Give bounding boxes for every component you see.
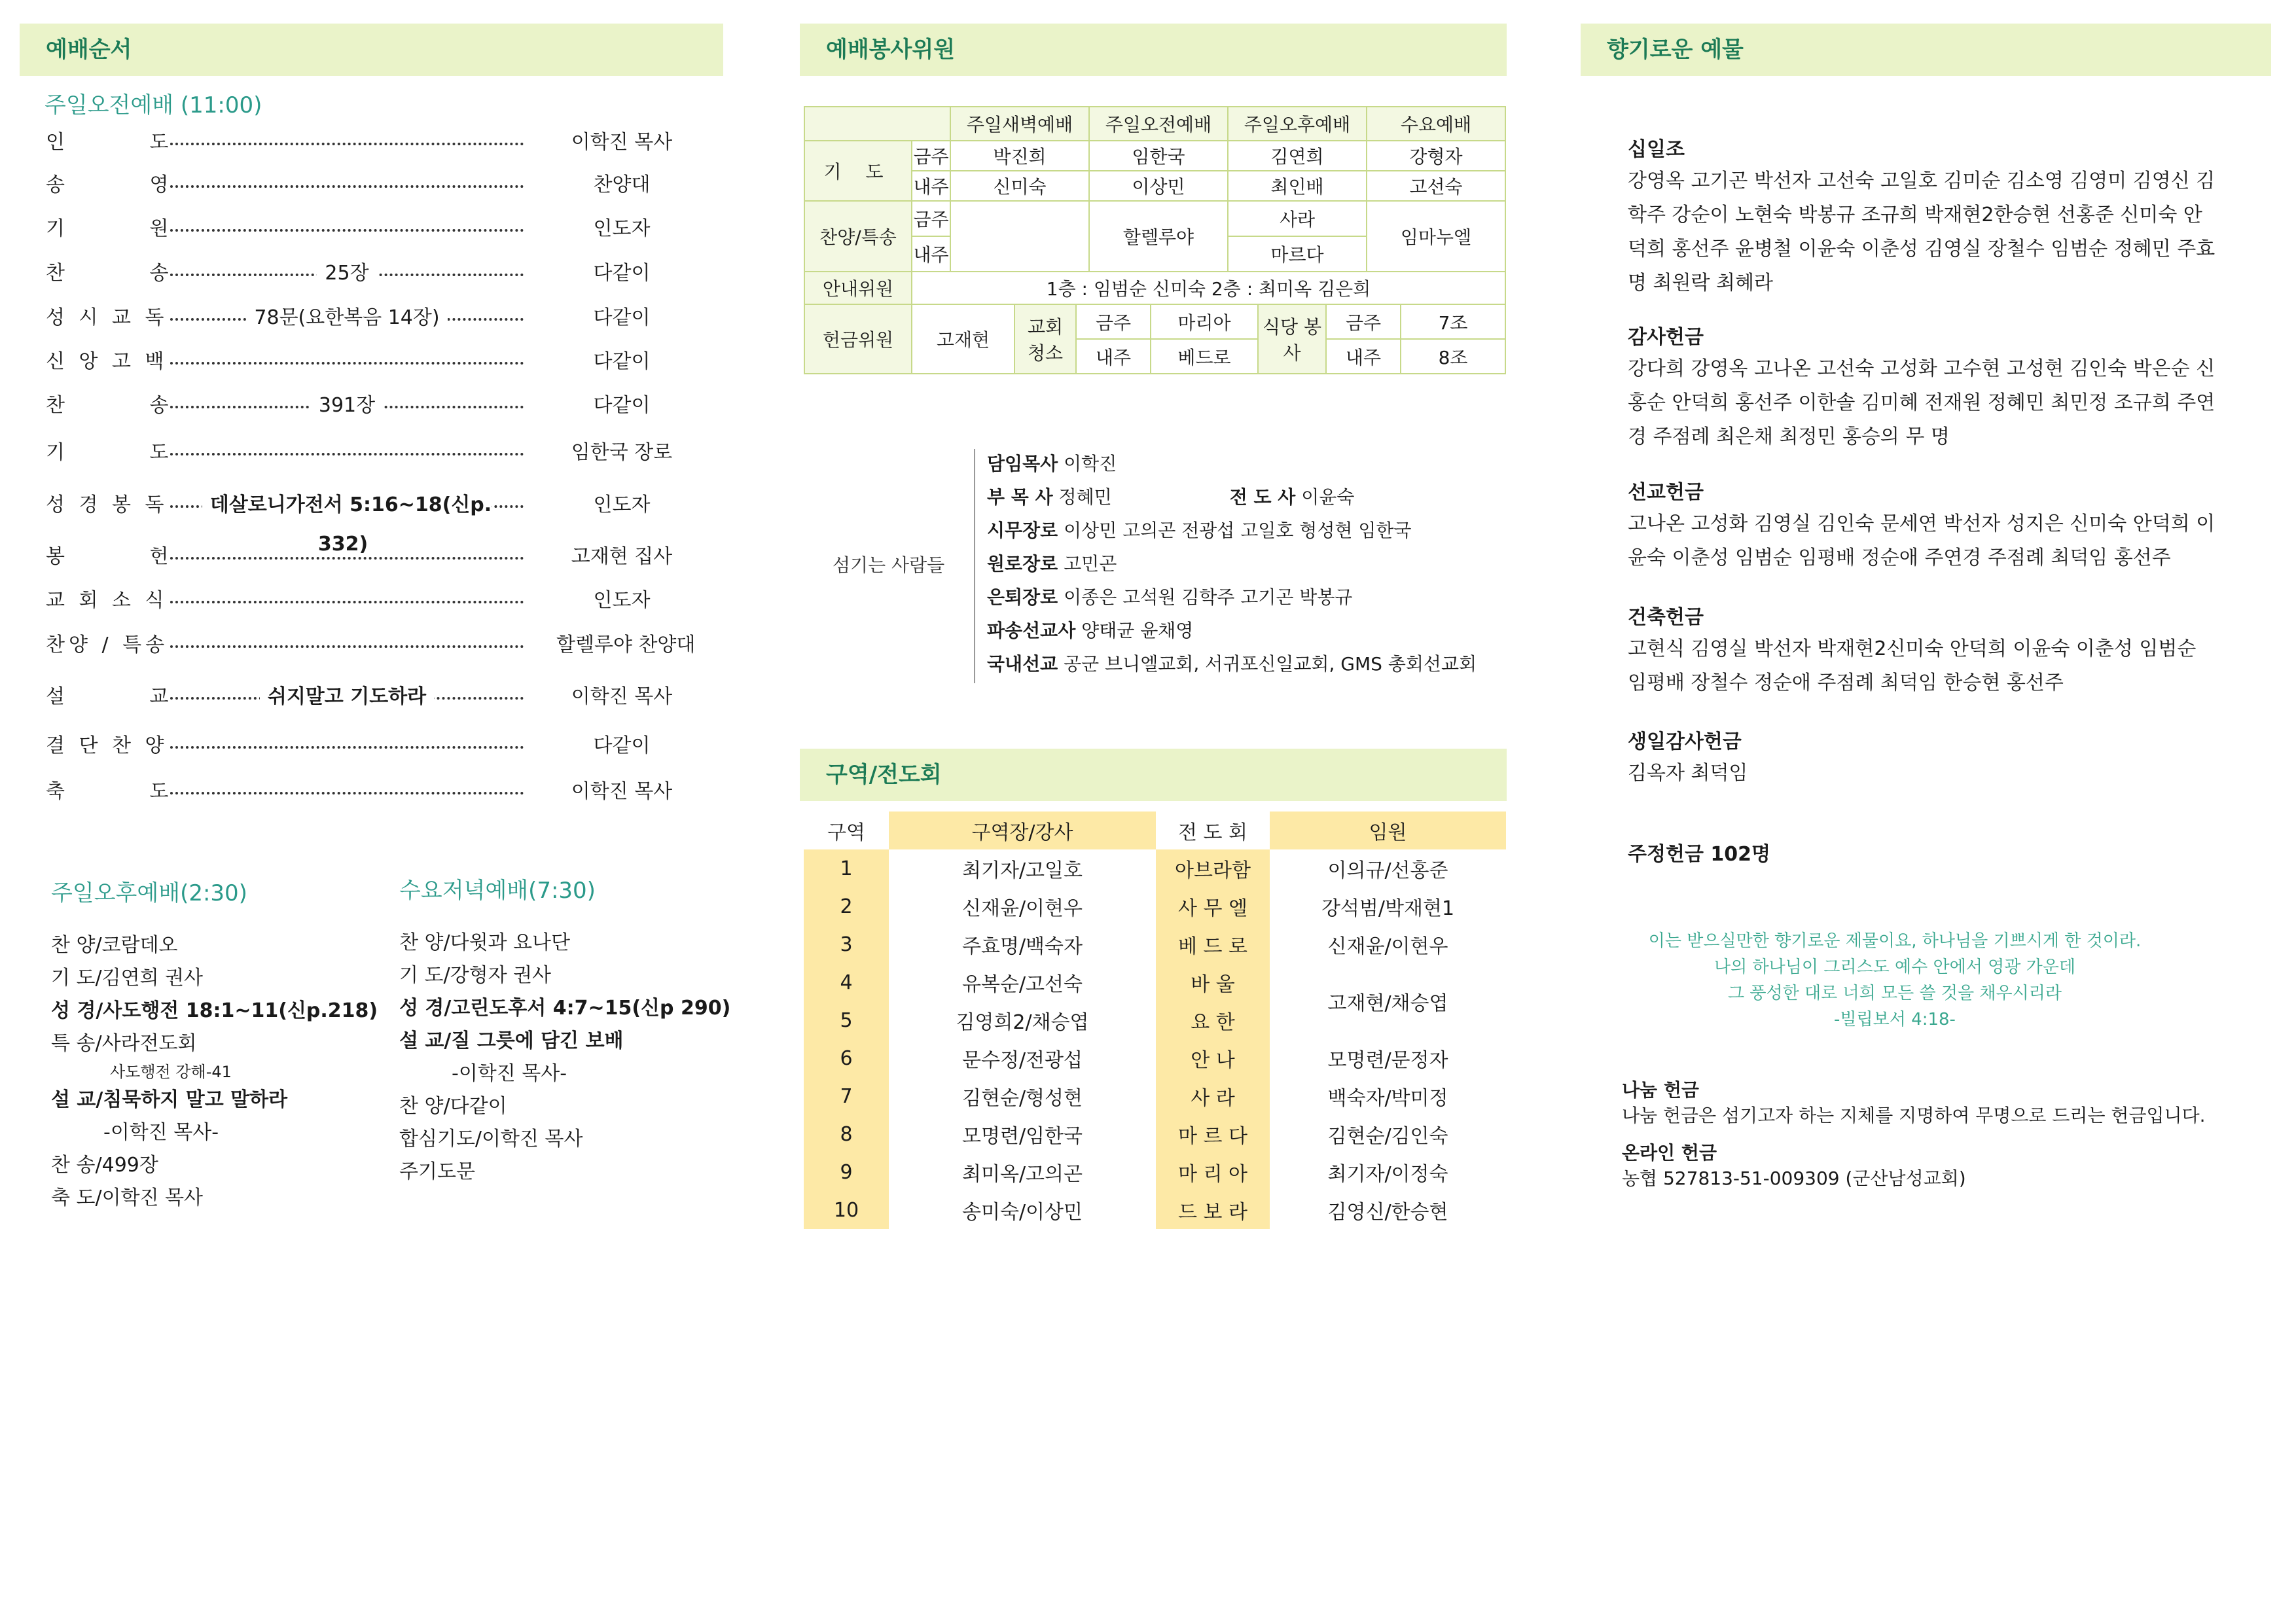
server-role: 국내선교 <box>987 653 1058 675</box>
service-line: 사도행전 강해-41 <box>110 1063 232 1081</box>
prayer-label: 기 도 <box>804 141 912 201</box>
district-leader: 모명련/임한국 <box>962 1125 1083 1148</box>
service-line: 성 경/사도행전 18:1~11(신p.218) <box>51 999 378 1022</box>
gift-title: 선교헌금 <box>1628 481 1704 504</box>
service-line: -이학진 목사- <box>452 1062 567 1085</box>
server-role: 담임목사 <box>987 453 1058 474</box>
order-label: 기 도 <box>46 441 208 464</box>
order-detail <box>170 677 524 717</box>
order-leader: 다같이 <box>593 394 651 417</box>
district-leader: 최미옥/고의곤 <box>962 1163 1083 1186</box>
service-line: -이학진 목사- <box>103 1121 219 1144</box>
sunday-count-text: 주정헌금 102명 <box>1628 843 1770 866</box>
district-leader: 유복순/고선숙 <box>962 973 1083 996</box>
order-detail-text: 25장 <box>317 262 376 285</box>
leader-dots <box>170 123 524 145</box>
share-text: 나눔 헌금은 섬기고자 하는 지체를 지명하여 무명으로 드리는 헌금입니다. <box>1622 1105 2206 1126</box>
order-label: 기 원 <box>46 217 208 240</box>
leader-dots <box>170 433 524 455</box>
wednesday-service-title: 수요저녁예배(7:30) <box>399 878 596 904</box>
guide-value: 1층 : 임범순 신미숙 2층 : 최미옥 김은희 <box>912 272 1505 304</box>
server-row <box>987 514 1477 547</box>
district-leader: 김영희2/채승엽 <box>956 1011 1089 1034</box>
district-number: 5 <box>804 1001 889 1039</box>
district-leader: 문수정/전광섭 <box>962 1049 1083 1072</box>
server-role: 은퇴장로 <box>987 586 1058 608</box>
service-line: 성 경/고린도후서 4:7~15(신p 290) <box>399 997 731 1020</box>
district-number: 2 <box>804 887 889 925</box>
leader-dots <box>170 626 524 648</box>
next-week-label: 내주 <box>912 236 950 272</box>
servers-label: 섬기는 사람들 <box>833 554 945 576</box>
group-officer: 최기자/이정숙 <box>1327 1163 1448 1186</box>
service-line: 합심기도/이학진 목사 <box>399 1128 583 1150</box>
next-week-label: 내주 <box>912 171 950 201</box>
order-row <box>46 626 694 665</box>
district-leader: 김현순/형성현 <box>962 1087 1083 1110</box>
district-leader: 신재윤/이현우 <box>962 897 1083 920</box>
table-row <box>804 1153 1506 1191</box>
district-number: 4 <box>804 963 889 1001</box>
cell: 박진희 <box>950 141 1089 171</box>
service-line: 찬 양/다윗과 요나단 <box>399 931 571 954</box>
service-line: 기 도/강형자 권사 <box>399 964 552 987</box>
order-leader: 인도자 <box>593 589 651 612</box>
offering-cell <box>912 304 1505 374</box>
cell: 8조 <box>1401 339 1505 373</box>
wednesday-service-list <box>399 927 730 1188</box>
leader-dots <box>170 342 524 365</box>
this-week-label: 금주 <box>912 201 950 236</box>
cell: 할렐루야 <box>1089 201 1228 272</box>
order-label: 결 단 찬 양 <box>46 734 168 757</box>
order-label: 성 경 봉 독 <box>46 493 168 516</box>
gift-title: 감사헌금 <box>1628 326 1704 349</box>
service-committee-table <box>804 106 1506 374</box>
table-row <box>804 849 1506 887</box>
order-label: 축 도 <box>46 780 208 803</box>
order-row <box>46 254 694 293</box>
mission-group: 베 드 로 <box>1156 925 1270 963</box>
cell: 김연희 <box>1228 141 1367 171</box>
order-leader: 이학진 목사 <box>571 685 673 708</box>
order-leader: 이학진 목사 <box>571 131 673 154</box>
server-row <box>987 614 1477 647</box>
mission-group: 사 라 <box>1156 1077 1270 1115</box>
order-row <box>46 166 694 205</box>
order-leader: 고재현 집사 <box>571 545 673 568</box>
server-row <box>987 480 1477 514</box>
order-detail-text: 데살로니가전서 5:16~18(신p. 332) <box>202 493 492 556</box>
server-row <box>987 647 1477 681</box>
offering-gifts-header: 향기로운 예물 <box>1581 24 2271 76</box>
order-row <box>46 433 694 473</box>
offering-label: 헌금위원 <box>804 304 912 374</box>
order-detail-text: 391장 <box>311 394 383 417</box>
leader-dots <box>170 726 524 749</box>
gift-title: 건축헌금 <box>1628 606 1704 629</box>
service-line: 기 도/김연희 권사 <box>51 967 204 990</box>
server-names: 이윤숙 <box>1301 486 1355 508</box>
group-officer: 김현순/김인숙 <box>1327 1125 1448 1148</box>
bible-verse <box>1600 928 2189 1033</box>
morning-service-title: 주일오전예배 (11:00) <box>45 92 262 118</box>
leader-dots <box>170 166 524 188</box>
server-names: 공군 브니엘교회, 서귀포신일교회, GMS 총회선교회 <box>1064 653 1477 675</box>
gift-names: 김옥자 최덕임 <box>1628 762 1748 785</box>
servers-divider <box>974 449 975 683</box>
table-corner <box>804 107 950 141</box>
cell: 임마누엘 <box>1367 201 1505 272</box>
verse-line: 나의 하나님이 그리스도 예수 안에서 영광 가운데 <box>1714 957 2075 977</box>
order-row <box>46 209 694 249</box>
server-names: 이종은 고석원 김학주 고기곤 박봉규 <box>1064 586 1353 608</box>
table-row <box>804 1115 1506 1153</box>
verse-line: 그 풍성한 대로 너희 모든 쓸 것을 채우시리라 <box>1728 984 2062 1003</box>
share-title: 나눔 헌금 <box>1622 1079 1699 1101</box>
mission-group: 마 리 아 <box>1156 1153 1270 1191</box>
order-row <box>46 772 694 812</box>
order-leader: 찬양대 <box>593 173 651 196</box>
cell: 7조 <box>1401 305 1505 339</box>
order-label: 찬 송 <box>46 394 208 417</box>
col-header: 주일새벽예배 <box>950 107 1089 141</box>
district-header: 구역/전도회 <box>800 749 1507 801</box>
order-row <box>46 486 694 556</box>
leader-dots <box>170 772 524 794</box>
order-label: 성 시 교 독 <box>46 306 168 329</box>
server-role: 부 목 사 <box>987 486 1053 508</box>
clean-label: 교회 청소 <box>1014 305 1076 373</box>
order-leader: 다같이 <box>593 350 651 373</box>
server-names: 이상민 고의곤 전광섭 고일호 형성현 임한국 <box>1064 520 1412 541</box>
district-number: 3 <box>804 925 889 963</box>
leader-dots <box>170 581 524 603</box>
group-officer: 백숙자/박미정 <box>1327 1087 1448 1110</box>
cell: 강형자 <box>1367 141 1505 171</box>
food-label: 식당 봉사 <box>1258 305 1326 373</box>
online-text: 농협 527813-51-009309 (군산남성교회) <box>1622 1168 1966 1189</box>
this-week-label: 금주 <box>1326 305 1401 339</box>
group-officer: 모명련/문정자 <box>1327 1049 1448 1072</box>
order-leader: 다같이 <box>593 306 651 329</box>
order-label: 교 회 소 식 <box>46 589 168 612</box>
this-week-label: 금주 <box>1076 305 1151 339</box>
order-label: 인 도 <box>46 131 208 154</box>
gift-names: 강영옥 고기곤 박선자 고선숙 고일호 김미순 김소영 김영미 김영신 김학주 강순이 노현숙 박봉규 조규희 박재현2한승현 선홍준 신미숙 안덕희 홍선주 윤병철 이윤숙 이춘성 김영실 장철수 임범순 정혜민 주효명 최원락 최혜라 <box>1628 169 2215 294</box>
server-role: 원로장로 <box>987 553 1058 575</box>
gift-names: 고나온 고성화 김영실 김인숙 문세연 박선자 성지은 신미숙 안덕희 이윤숙 이춘성 임범순 임평배 정순애 주연경 주점례 최덕임 홍선주 <box>1628 512 2215 569</box>
table-row <box>804 1191 1506 1229</box>
order-row <box>46 726 694 766</box>
order-row <box>46 342 694 382</box>
leader-dots <box>170 209 524 232</box>
order-detail <box>170 386 524 425</box>
verse-line: -빌립보서 4:18- <box>1834 1010 1956 1029</box>
order-leader: 할렐루야 찬양대 <box>556 633 696 656</box>
district-number: 8 <box>804 1115 889 1153</box>
mission-group: 아브라함 <box>1156 849 1270 887</box>
cell: 마리아 <box>1151 305 1258 339</box>
order-row <box>46 537 694 577</box>
service-line: 찬 송/499장 <box>51 1154 158 1177</box>
cell <box>950 201 1089 272</box>
group-officer: 신재윤/이현우 <box>1327 935 1448 958</box>
order-leader: 다같이 <box>593 734 651 757</box>
district-col-header: 전 도 회 <box>1177 821 1247 844</box>
order-row <box>46 677 694 717</box>
col-header: 수요예배 <box>1367 107 1505 141</box>
order-leader: 임한국 장로 <box>571 441 673 464</box>
server-role: 전 도 사 <box>1229 486 1296 508</box>
gift-names: 고현식 김영실 박선자 박재현2신미숙 안덕희 이윤숙 이춘성 임범순 임평배 장철수 정순애 주점례 최덕임 한승현 홍선주 <box>1628 637 2197 694</box>
this-week-label: 금주 <box>912 141 950 171</box>
table-row <box>804 1077 1506 1115</box>
mission-group: 드 보 라 <box>1156 1191 1270 1229</box>
order-row <box>46 298 694 338</box>
order-detail <box>170 298 524 338</box>
afternoon-service-list <box>51 929 378 1215</box>
order-label: 송 영 <box>46 173 208 196</box>
server-row <box>987 447 1477 480</box>
district-number: 1 <box>804 849 889 887</box>
worship-order-header: 예배순서 <box>20 24 723 76</box>
verse-line: 이는 받으실만한 향기로운 제물이요, 하나님을 기쁘시게 한 것이라. <box>1648 931 2142 951</box>
order-leader: 인도자 <box>593 493 651 516</box>
group-officer: 김영신/한승현 <box>1327 1201 1448 1224</box>
cell: 신미숙 <box>950 171 1089 201</box>
table-row <box>804 925 1506 963</box>
order-leader: 인도자 <box>593 217 651 240</box>
service-line: 찬 양/다같이 <box>399 1095 507 1118</box>
order-detail-text: 쉬지말고 기도하라 <box>260 685 434 708</box>
order-detail-text: 78문(요한복음 14장) <box>246 306 447 329</box>
cell: 이상민 <box>1089 171 1228 201</box>
order-detail <box>170 254 524 293</box>
order-row <box>46 581 694 620</box>
district-col-header: 구역장/강사 <box>889 812 1156 849</box>
guide-label: 안내위원 <box>804 272 912 304</box>
district-leader: 최기자/고일호 <box>962 859 1083 882</box>
mission-group: 사 무 엘 <box>1156 887 1270 925</box>
mission-group: 안 나 <box>1156 1039 1270 1077</box>
table-row <box>804 963 1506 1001</box>
cell: 고선숙 <box>1367 171 1505 201</box>
group-officer: 강석범/박재현1 <box>1321 897 1455 920</box>
district-leader: 송미숙/이상민 <box>962 1201 1083 1224</box>
district-number: 9 <box>804 1153 889 1191</box>
order-row <box>46 386 694 425</box>
gift-names: 강다희 강영옥 고나온 고선숙 고성화 고수현 고성현 김인숙 박은순 신홍순 안덕희 홍선주 이한솔 김미혜 전재원 정혜민 최민정 조규희 주연경 주점례 최은채 최정민 홍승의 무 명 <box>1628 357 2215 448</box>
cell: 마르다 <box>1228 236 1367 272</box>
order-label: 찬 송 <box>46 262 208 285</box>
gift-title: 십일조 <box>1628 138 1685 161</box>
cell: 임한국 <box>1089 141 1228 171</box>
next-week-label: 내주 <box>1326 339 1401 373</box>
leader-dots <box>170 537 524 560</box>
server-role: 시무장로 <box>987 520 1058 541</box>
server-names: 정혜민 <box>1058 486 1112 508</box>
order-leader: 다같이 <box>593 262 651 285</box>
col-header: 주일오후예배 <box>1228 107 1367 141</box>
table-row <box>804 887 1506 925</box>
praise-label: 찬양/특송 <box>804 201 912 272</box>
group-officer: 고재현/채승엽 <box>1327 992 1448 1015</box>
next-week-label: 내주 <box>1076 339 1151 373</box>
cell: 최인배 <box>1228 171 1367 201</box>
service-line: 축 도/이학진 목사 <box>51 1186 204 1209</box>
order-leader: 이학진 목사 <box>571 780 673 803</box>
servers-list <box>987 447 1477 681</box>
col-header: 주일오전예배 <box>1089 107 1228 141</box>
district-number: 7 <box>804 1077 889 1115</box>
mission-group: 요 한 <box>1156 1001 1270 1039</box>
district-col-header: 구역 <box>827 821 865 844</box>
service-line: 찬 양/코람데오 <box>51 934 178 957</box>
service-line: 설 교/침묵하지 말고 말하라 <box>51 1088 288 1111</box>
gift-title: 생일감사헌금 <box>1628 730 1742 753</box>
order-label: 봉 헌 <box>46 545 208 568</box>
district-col-header: 임원 <box>1270 812 1506 849</box>
district-number: 6 <box>804 1039 889 1077</box>
group-officer: 이의규/선홍준 <box>1327 859 1448 882</box>
server-names: 이학진 <box>1064 453 1117 474</box>
order-label: 찬양 / 특송 <box>46 633 169 656</box>
sunday-count <box>1628 838 1770 866</box>
server-names: 고민곤 <box>1064 553 1117 575</box>
server-names: 양태균 윤채영 <box>1081 620 1194 641</box>
server-row <box>987 580 1477 614</box>
service-line: 특 송/사라전도회 <box>51 1032 197 1055</box>
order-label: 신 앙 고 백 <box>46 350 168 373</box>
service-committee-header: 예배봉사위원 <box>800 24 1507 76</box>
service-line: 주기도문 <box>399 1160 475 1183</box>
service-line: 설 교/질 그릇에 담긴 보배 <box>399 1029 624 1052</box>
mission-group: 마 르 다 <box>1156 1115 1270 1153</box>
table-row <box>804 1039 1506 1077</box>
district-number: 10 <box>804 1191 889 1229</box>
server-role: 파송선교사 <box>987 620 1076 641</box>
server-row <box>987 547 1477 580</box>
afternoon-service-title: 주일오후예배(2:30) <box>51 880 247 906</box>
district-leader: 주효명/백숙자 <box>962 935 1083 958</box>
online-title: 온라인 헌금 <box>1622 1142 1717 1164</box>
offering-value: 고재현 <box>912 305 1014 373</box>
mission-group: 바 울 <box>1156 963 1270 1001</box>
district-table <box>804 812 1506 1229</box>
cell: 베드로 <box>1151 339 1258 373</box>
order-label: 설 교 <box>46 685 208 708</box>
order-row <box>46 123 694 162</box>
cell: 사라 <box>1228 201 1367 236</box>
